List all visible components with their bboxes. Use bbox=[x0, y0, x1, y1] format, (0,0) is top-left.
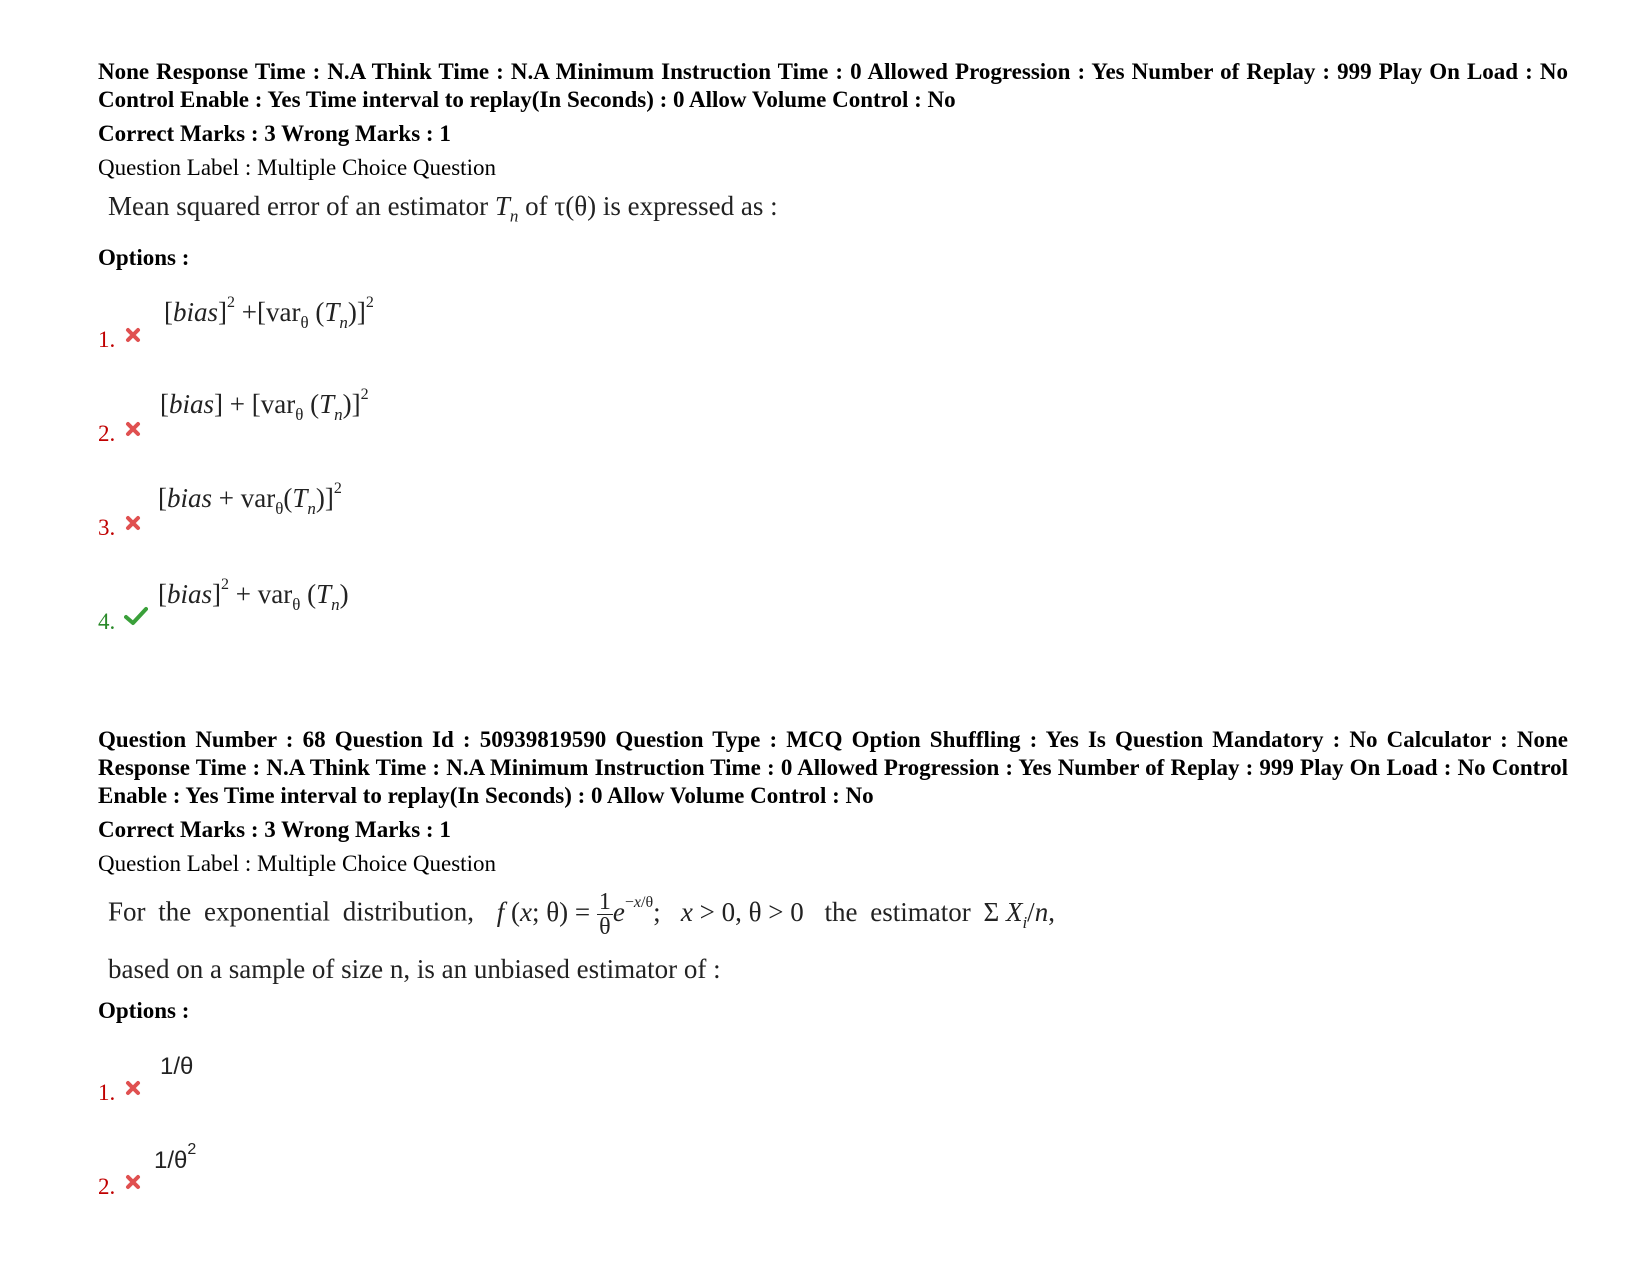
question-text: For the exponential distribution, f (x; θ) = $\frac{1}{\theta}$ $e^{-x/\theta}$; x > 0, θ > 0 the estimator Σ $X_i/n$, bbox=[108, 889, 1055, 941]
option-formula: 1/θ bbox=[160, 1053, 194, 1081]
cross-icon bbox=[124, 1173, 142, 1191]
option-formula: [bias + $var_\theta(T_n)]^2$ bbox=[158, 480, 342, 519]
option[interactable] bbox=[98, 572, 1568, 666]
option-number: 3. bbox=[98, 515, 116, 541]
options-heading: Options : bbox=[98, 245, 190, 271]
cross-icon bbox=[124, 1079, 142, 1097]
option-formula: [bias]$^2$ +[var$_\theta$ $(T_n)]^2$ bbox=[164, 294, 374, 333]
option-number: 2. bbox=[98, 1174, 116, 1200]
question-label: Question Label : Multiple Choice Question bbox=[98, 851, 496, 877]
cross-icon bbox=[124, 514, 142, 532]
option-number: 4. bbox=[98, 609, 116, 635]
question-text-line2: based on a sample of size n, is an unbiased estimator of : bbox=[108, 954, 721, 985]
cross-icon bbox=[124, 420, 142, 438]
check-icon bbox=[124, 606, 148, 626]
pdf-formula: f (x; θ) = $\frac{1}{\theta}$ $e^{-x/\theta}$; x > 0, θ > 0 bbox=[496, 889, 804, 941]
option[interactable] bbox=[98, 1043, 1568, 1137]
option-number: 1. bbox=[98, 327, 116, 353]
option-formula: $1/\theta^2$ bbox=[154, 1141, 197, 1175]
marks-line: Correct Marks : 3 Wrong Marks : 1 bbox=[98, 817, 451, 843]
options-heading: Options : bbox=[98, 998, 190, 1024]
option-number: 1. bbox=[98, 1080, 116, 1106]
option[interactable] bbox=[98, 478, 1568, 572]
estimator-formula: Σ $X_i/n$, bbox=[983, 897, 1055, 933]
question-text: Mean squared error of an estimator $T_n$ of τ(θ) is expressed as : bbox=[108, 191, 778, 226]
question-label: Question Label : Multiple Choice Question bbox=[98, 155, 496, 180]
option-number: 2. bbox=[98, 421, 116, 447]
marks-line: Correct Marks : 3 Wrong Marks : 1 bbox=[98, 121, 451, 146]
page bbox=[98, 58, 1568, 1231]
option[interactable] bbox=[98, 1137, 1568, 1231]
option[interactable] bbox=[98, 290, 1568, 384]
option-formula: [bias]$^2$ + var$_\theta$ $(T_n)$ bbox=[158, 576, 349, 615]
option[interactable] bbox=[98, 384, 1568, 478]
option-formula: [bias] + [var$_\theta$ $(T_n)]^2$ bbox=[160, 386, 369, 425]
cross-icon bbox=[124, 326, 142, 344]
question-meta: None Response Time : N.A Think Time : N.A Minimum Instruction Time : 0 Allowed Progression : Yes Number of Replay : 999 Play On Load : No Control Enable : Yes Time interval to replay(In Seconds) : 0 Allow Volume Control : No bbox=[98, 59, 1568, 112]
question-meta: Question Number : 68 Question Id : 50939819590 Question Type : MCQ Option Shuffling : Yes Is Question Mandatory : No Calculator : None Response Time : N.A Think Time : N.A Minimum Instruction Time : 0 Allowed Progression : Yes Number of Replay : 999 Play On Load : No Control Enable : Yes Time interval to replay(In Seconds) : 0 Allow Volume Control : No bbox=[98, 727, 1568, 809]
